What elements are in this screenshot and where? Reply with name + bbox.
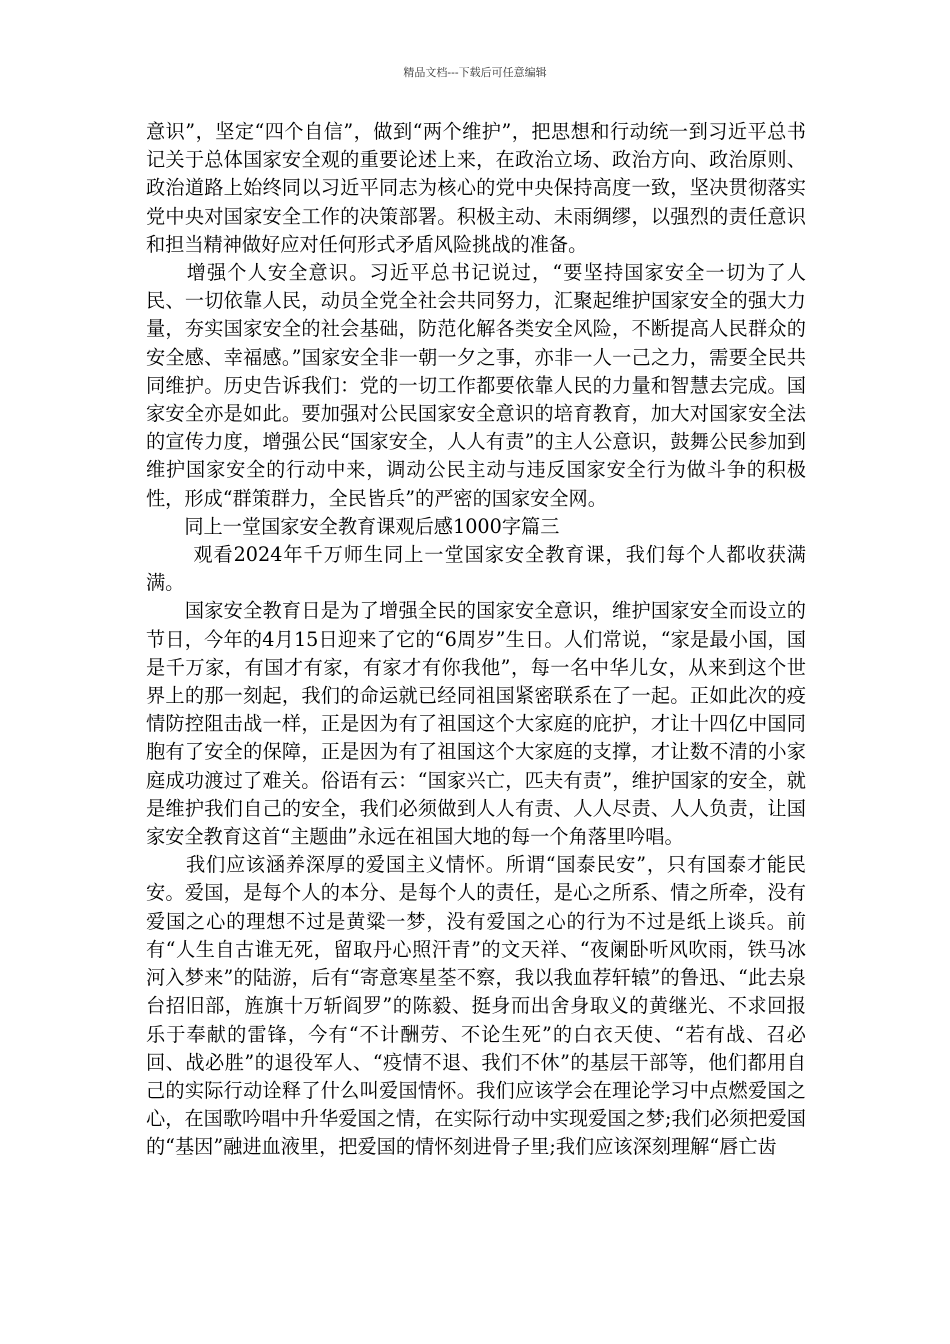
page-header: 精品文档---下载后可任意编辑 — [403, 66, 547, 79]
document-body — [146, 118, 806, 1162]
paragraph-patriotism: 我们应该涵养深厚的爱国主义情怀。所谓“国泰民安”，只有国泰才能民安。爱国，是每个人的本分、是每个人的责任，是心之所系、情之所牵，没有爱国之心的理想不过是黄粱一梦，没有爱国之心的行为不过是纸上谈兵。前有“人生自古谁无死，留取丹心照汗青”的文天祥、“夜阑卧听风吹雨，铁马冰河入梦来”的陆游，后有“寄意寒星荃不察，我以我血荐轩辕”的鲁迅、“此去泉台招旧部，旌旗十万斩阎罗”的陈毅、挺身而出舍身取义的黄继光、不求回报乐于奉献的雷锋，今有“不计酬劳、不论生死”的白衣天使、“若有战、召必回、战必胜”的退役军人、“疫情不退、我们不休”的基层干部等，他们都用自己的实际行动诠释了什么叫爱国情怀。我们应该学会在理论学习中点燃爱国之心，在国歌吟唱中升华爱国之情，在实际行动中实现爱国之梦;我们必须把爱国的“基因”融进血液里，把爱国的情怀刻进骨子里;我们应该深刻理解“唇亡齿 — [146, 853, 806, 1159]
paragraph-political-awareness: 意识”，坚定“四个自信”，做到“两个维护”，把思想和行动统一到习近平总书记关于总体国家安全观的重要论述上来，在政治立场、政治方向、政治原则、政治道路上始终同以习近平同志为核心的党中央保持高度一致，坚决贯彻落实党中央对国家安全工作的决策部署。积极主动、未雨绸缪，以强烈的责任意识和担当精神做好应对任何形式矛盾风险挑战的准备。 — [146, 120, 806, 256]
section-heading: 同上一堂国家安全教育课观后感1000字篇三 — [146, 514, 560, 538]
paragraph-personal-security: 增强个人安全意识。习近平总书记说过，“要坚持国家安全一切为了人民、一切依靠人民，动员全党全社会共同努力，汇聚起维护国家安全的强大力量，夯实国家安全的社会基础，防范化解各类安全风险，不断提高人民群众的安全感、幸福感。”国家安全非一朝一夕之事，亦非一人一己之力，需要全民共同维护。历史告诉我们：党的一切工作都要依靠人民的力量和智慧去完成。国家安全亦是如此。要加强对公民国家安全意识的培育教育，加大对国家安全法的宣传力度，增强公民“国家安全，人人有责”的主人公意识，鼓舞公民参加到维护国家安全的行动中来，调动公民主动与违反国家安全行为做斗争的积极性，形成“群策群力，全民皆兵”的严密的国家安全网。 — [146, 261, 806, 510]
paragraph-security-day: 国家安全教育日是为了增强全民的国家安全意识，维护国家安全而设立的节日，今年的4月15日迎来了它的“6周岁”生日。人们常说，“家是最小国，国是千万家，有国才有家，有家才有你我他”，每一名中华儿女，从来到这个世界上的那一刻起，我们的命运就已经同祖国紧密联系在了一起。正如此次的疫情防控阻击战一样，正是因为有了祖国这个大家庭的庇护，才让十四亿中国同胞有了安全的保障，正是因为有了祖国这个大家庭的支撑，才让数不清的小家庭成功渡过了难关。俗语有云：“国家兴亡，匹夫有责”，维护国家的安全，就是维护我们自己的安全，我们必须做到人人有责、人人尽责、人人负责，让国家安全教育这首“主题曲”永远在祖国大地的每一个角落里吟唱。 — [146, 599, 806, 849]
paragraph-intro: 观看2024年千万师生同上一堂国家安全教育课，我们每个人都收获满满。 — [146, 543, 806, 595]
